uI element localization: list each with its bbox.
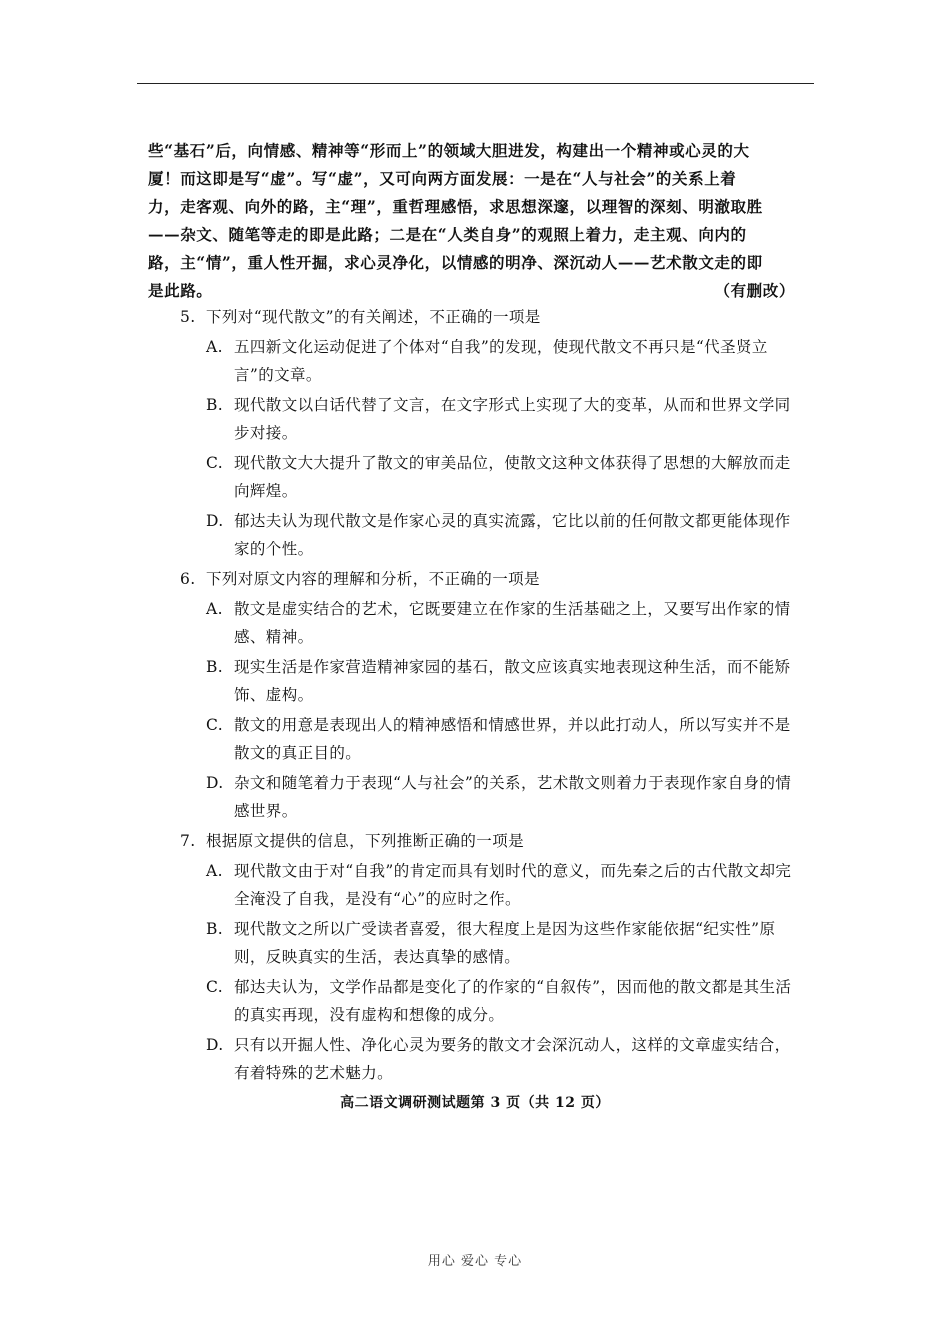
passage-line: 路，主“情”，重人性开掘，求心灵净化，以情感的明净、深沉动人——艺术散文走的即 [148, 253, 763, 272]
passage-line: 是此路。 [148, 281, 213, 300]
option-text: 现代散文大大提升了散文的审美品位，使散文这种文体获得了思想的大解放而走向辉煌。 [234, 454, 791, 500]
passage-line: 厦！而这即是写“虚”。写“虚”，又可向两方面发展：一是在“人与社会”的关系上着 [148, 169, 737, 188]
passage-excerpt [148, 137, 795, 305]
question-stem [180, 565, 795, 593]
option-text: 现代散文之所以广受读者喜爱，很大程度上是因为这些作家能依据“纪实性”原则，反映真实的生活，表达真挚的感情。 [234, 920, 776, 966]
question-number: 6. [180, 570, 196, 588]
source-note: （有删改） [714, 281, 795, 300]
question-5 [180, 303, 795, 563]
option-letter: A. [206, 338, 223, 356]
passage-line: ——杂文、随笔等走的即是此路；二是在“人类自身”的观照上着力，走主观、向内的 [148, 225, 747, 244]
option-text: 杂文和随笔着力于表现“人与社会”的关系，艺术散文则着力于表现作家自身的情感世界。 [234, 774, 792, 820]
option-c [206, 711, 795, 767]
option-letter: C. [206, 716, 224, 734]
question-number: 7. [180, 832, 196, 850]
question-stem [180, 303, 795, 331]
option-a [206, 595, 795, 651]
question-text: 下列对原文内容的理解和分析，不正确的一项是 [206, 570, 540, 588]
passage-line: 些“基石”后，向情感、精神等“形而上”的领域大胆进发，构建出一个精神或心灵的大 [148, 141, 750, 160]
option-text: 现代散文以白话代替了文言，在文字形式上实现了大的变革，从而和世界文学同步对接。 [234, 396, 791, 442]
option-letter: D. [206, 512, 224, 530]
option-a [206, 857, 795, 913]
option-text: 郁达夫认为，文学作品都是变化了的作家的“自叙传”，因而他的散文都是其生活的真实再现，没有虚构和想像的成分。 [234, 978, 792, 1024]
option-text: 散文的用意是表现出人的精神感悟和情感世界，并以此打动人，所以写实并不是散文的真正目的。 [234, 716, 791, 762]
option-letter: A. [206, 600, 223, 618]
question-stem [180, 827, 795, 855]
watermark-text: 用心 爱心 专心 [427, 1254, 523, 1269]
option-letter: A. [206, 862, 223, 880]
option-text: 只有以开掘人性、净化心灵为要务的散文才会深沉动人，这样的文章虚实结合，有着特殊的艺术魅力。 [234, 1036, 791, 1082]
option-text: 现实生活是作家营造精神家园的基石，散文应该真实地表现这种生活，而不能矫饰、虚构。 [234, 658, 791, 704]
option-letter: B. [206, 396, 224, 414]
option-text: 五四新文化运动促进了个体对“自我”的发现，使现代散文不再只是“代圣贤立言”的文章。 [234, 338, 768, 384]
option-d [206, 507, 795, 563]
option-d [206, 769, 795, 825]
option-b [206, 915, 795, 971]
option-c [206, 449, 795, 505]
passage-line: 力，走客观、向外的路，主“理”，重哲理感悟，求思想深邃，以理智的深刻、明澈取胜 [148, 197, 763, 216]
option-letter: C. [206, 978, 224, 996]
option-b [206, 653, 795, 709]
option-letter: B. [206, 920, 224, 938]
header-rule [137, 83, 814, 84]
question-text: 根据原文提供的信息，下列推断正确的一项是 [206, 832, 525, 850]
option-a [206, 333, 795, 389]
question-7 [180, 827, 795, 1087]
option-letter: D. [206, 1036, 224, 1054]
option-letter: D. [206, 774, 224, 792]
option-c [206, 973, 795, 1029]
page-footer: 高二语文调研测试题第 3 页（共 12 页） [340, 1095, 610, 1111]
option-text: 郁达夫认为现代散文是作家心灵的真实流露，它比以前的任何散文都更能体现作家的个性。 [234, 512, 791, 558]
question-text: 下列对“现代散文”的有关阐述，不正确的一项是 [206, 308, 541, 326]
question-6 [180, 565, 795, 825]
question-list [180, 303, 795, 1089]
option-letter: B. [206, 658, 224, 676]
option-text: 散文是虚实结合的艺术，它既要建立在作家的生活基础之上，又要写出作家的情感、精神。 [234, 600, 791, 646]
option-b [206, 391, 795, 447]
question-number: 5. [180, 308, 196, 326]
option-d [206, 1031, 795, 1087]
passage-last-line [148, 277, 795, 305]
option-letter: C. [206, 454, 224, 472]
option-text: 现代散文由于对“自我”的肯定而具有划时代的意义，而先秦之后的古代散文却完全淹没了自我，是没有“心”的应时之作。 [234, 862, 792, 908]
